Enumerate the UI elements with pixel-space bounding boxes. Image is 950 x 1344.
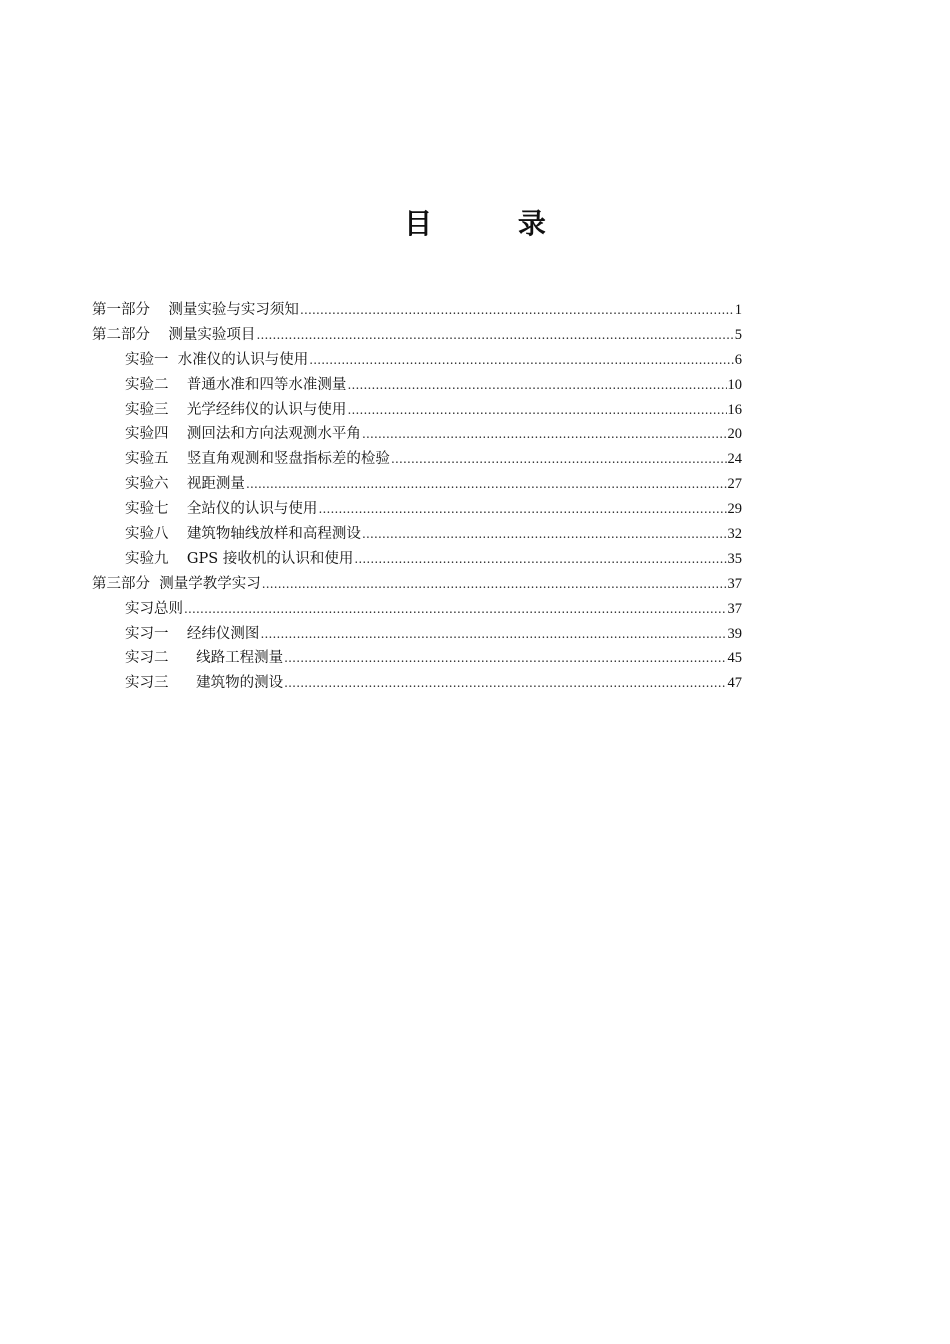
toc-entry-page: 35 (727, 550, 742, 567)
toc-entry-page: 27 (727, 476, 742, 493)
dot-leader (256, 323, 733, 348)
toc-entry-part-2[interactable] (92, 323, 742, 348)
dot-leader (300, 298, 734, 323)
toc-entry-experiment-2[interactable] (92, 373, 742, 398)
toc-entry-label: 实验五 竖直角观测和竖盘指标差的检验 (125, 451, 390, 468)
dot-leader (262, 572, 727, 597)
dot-leader (391, 447, 727, 472)
toc-entry-practice-3[interactable] (92, 671, 742, 696)
toc-entry-page: 16 (727, 401, 742, 418)
toc-entry-experiment-1[interactable] (92, 348, 742, 373)
toc-entry-practice-1[interactable] (92, 622, 742, 647)
dot-leader (246, 472, 727, 497)
dot-leader (284, 646, 726, 671)
dot-leader (260, 622, 726, 647)
toc-entry-page: 6 (734, 351, 742, 368)
toc-entry-page: 37 (727, 575, 742, 592)
table-of-contents (92, 298, 742, 696)
dot-leader (309, 348, 734, 373)
dot-leader (362, 522, 727, 547)
toc-entry-page: 5 (734, 326, 742, 343)
toc-entry-label: 实验七 全站仪的认识与使用 (125, 501, 318, 518)
toc-entry-label: 实习总则 (125, 600, 183, 617)
toc-entry-label: 实习二 线路工程测量 (125, 650, 284, 667)
toc-entry-label: 实验四 测回法和方向法观测水平角 (125, 426, 361, 443)
toc-entry-practice-general[interactable] (92, 597, 742, 622)
toc-entry-label: 实习三 建筑物的测设 (125, 675, 284, 692)
toc-entry-page: 29 (727, 501, 742, 518)
dot-leader (284, 671, 726, 696)
toc-entry-label: 实验三 光学经纬仪的认识与使用 (125, 401, 347, 418)
toc-entry-label: 实验九 GPS 接收机的认识和使用 (125, 550, 354, 567)
toc-entry-experiment-4[interactable] (92, 422, 742, 447)
toc-entry-page: 24 (727, 451, 742, 468)
toc-entry-experiment-9[interactable] (92, 547, 742, 572)
dot-leader (354, 547, 726, 572)
toc-entry-page: 20 (727, 426, 742, 443)
toc-entry-page: 1 (734, 302, 742, 318)
toc-entry-practice-2[interactable] (92, 646, 742, 671)
dot-leader (184, 597, 727, 622)
toc-entry-part-1[interactable] (92, 298, 742, 323)
toc-entry-label: 第三部分 测量学教学实习 (92, 575, 261, 592)
toc-entry-page: 47 (727, 675, 742, 692)
toc-entry-label: 实验二 普通水准和四等水准测量 (125, 376, 347, 393)
toc-entry-experiment-3[interactable] (92, 398, 742, 423)
toc-entry-experiment-8[interactable] (92, 522, 742, 547)
dot-leader (347, 373, 726, 398)
toc-entry-page: 32 (727, 526, 742, 543)
toc-entry-experiment-5[interactable] (92, 447, 742, 472)
toc-entry-page: 39 (727, 625, 742, 642)
toc-entry-page: 45 (727, 650, 742, 667)
toc-entry-label: 实验六 视距测量 (125, 476, 245, 493)
toc-entry-label: 实习一 经纬仪测图 (125, 625, 260, 642)
toc-entry-label: 实验一 水准仪的认识与使用 (125, 351, 309, 368)
toc-entry-page: 10 (727, 376, 742, 393)
toc-entry-page: 37 (727, 600, 742, 617)
toc-entry-experiment-7[interactable] (92, 497, 742, 522)
toc-title: 目 录 (404, 207, 584, 240)
toc-entry-label: 第一部分 测量实验与实习须知 (92, 302, 299, 318)
toc-entry-part-3[interactable] (92, 572, 742, 597)
dot-leader (362, 422, 727, 447)
toc-entry-label: 实验八 建筑物轴线放样和高程测设 (125, 526, 361, 543)
toc-entry-label: 第二部分 测量实验项目 (92, 326, 256, 343)
toc-entry-experiment-6[interactable] (92, 472, 742, 497)
dot-leader (318, 497, 726, 522)
dot-leader (347, 398, 726, 423)
